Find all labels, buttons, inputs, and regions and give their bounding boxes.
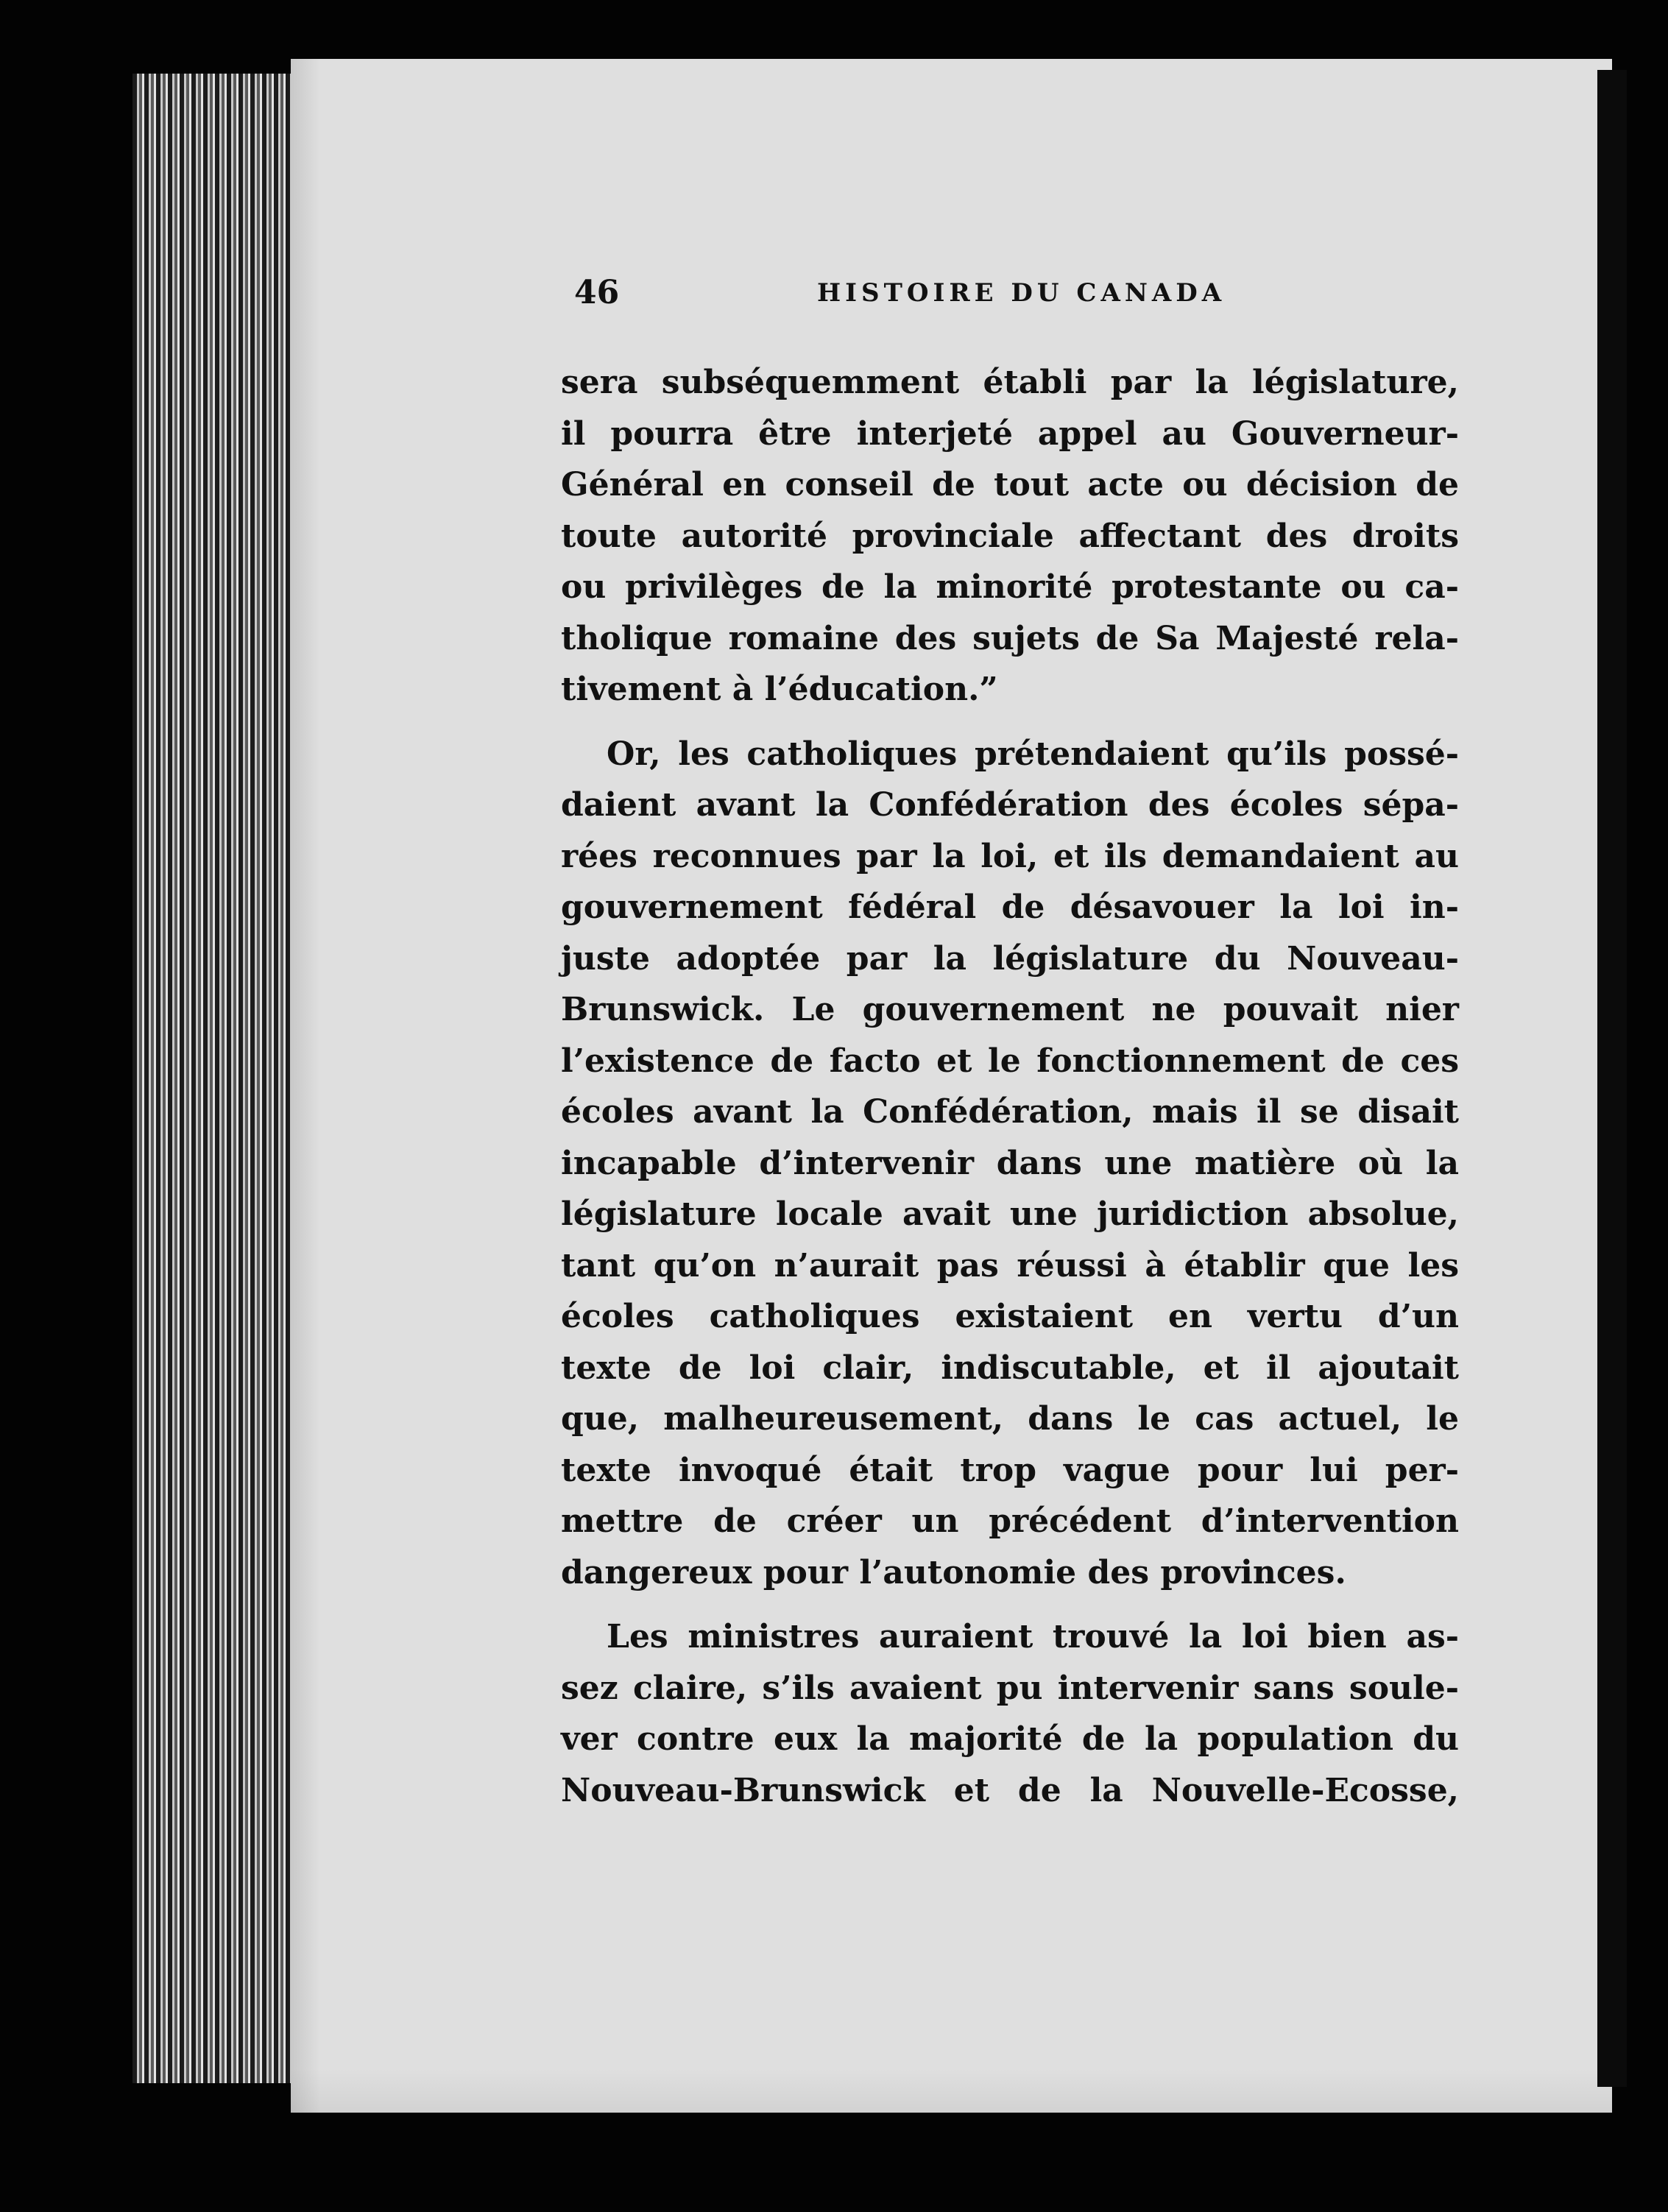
text-line: texte de loi clair, indiscutable, et il ajoutait [561, 1349, 1459, 1387]
text-line: daient avant la Confédération des écoles sépa- [561, 786, 1459, 824]
text-line: sera subséquemment établi par la législature, [561, 364, 1459, 401]
text-line: toute autorité provinciale affectant des droits [561, 517, 1459, 555]
page-number: 46 [574, 274, 620, 311]
text-line: Brunswick. Le gouvernement ne pouvait nier [561, 991, 1459, 1028]
text-line: tivement à l’éducation.” [561, 671, 998, 708]
text-line: l’existence de facto et le fonctionnement de ces [561, 1042, 1459, 1080]
page-header [574, 274, 1472, 318]
text-line: Général en conseil de tout acte ou décision de [561, 466, 1459, 503]
text-line: ou privilèges de la minorité protestante ou ca- [561, 568, 1459, 606]
text-line: tholique romaine des sujets de Sa Majesté rela- [561, 619, 1459, 657]
text-line: dangereux pour l’autonomie des provinces. [561, 1553, 1346, 1591]
paragraph-gap [561, 1598, 1459, 1611]
text-line: texte invoqué était trop vague pour lui per- [561, 1451, 1459, 1489]
text-line: il pourra être interjeté appel au Gouverneur- [561, 414, 1459, 453]
text-line: tant qu’on n’aurait pas réussi à établir que les [561, 1246, 1459, 1285]
book-page-edges [132, 74, 294, 2083]
paragraph [561, 357, 1459, 715]
paragraph-gap [561, 715, 1459, 729]
text-line: mettre de créer un précédent d’intervention [561, 1502, 1459, 1540]
text-line: rées reconnues par la loi, et ils demandaient au [561, 837, 1459, 875]
text-line: Nouveau-Brunswick et de la Nouvelle-Ecosse, [561, 1771, 1459, 1809]
paragraph [561, 1611, 1459, 1816]
text-line: sez claire, s’ils avaient pu intervenir sans soule- [561, 1669, 1459, 1707]
page-right-shadow [1597, 70, 1627, 2087]
text-line: Or, les catholiques prétendaient qu’ils possé- [607, 735, 1459, 773]
text-line: que, malheureusement, dans le cas actuel, le [561, 1400, 1459, 1438]
text-line: écoles catholiques existaient en vertu d’un [561, 1298, 1459, 1335]
text-line: législature locale avait une juridiction absolue, [561, 1195, 1459, 1233]
text-line: Les ministres auraient trouvé la loi bien as- [607, 1618, 1459, 1656]
text-line: gouvernement fédéral de désavouer la loi in- [561, 888, 1459, 926]
body-text [561, 357, 1459, 1816]
text-line: incapable d’intervenir dans une matière où la [561, 1144, 1459, 1182]
running-head: HISTOIRE DU CANADA [817, 278, 1226, 308]
paragraph [561, 729, 1459, 1599]
text-line: juste adoptée par la législature du Nouveau- [561, 939, 1459, 978]
text-line: ver contre eux la majorité de la population du [561, 1720, 1459, 1758]
text-line: écoles avant la Confédération, mais il se disait [561, 1093, 1459, 1131]
